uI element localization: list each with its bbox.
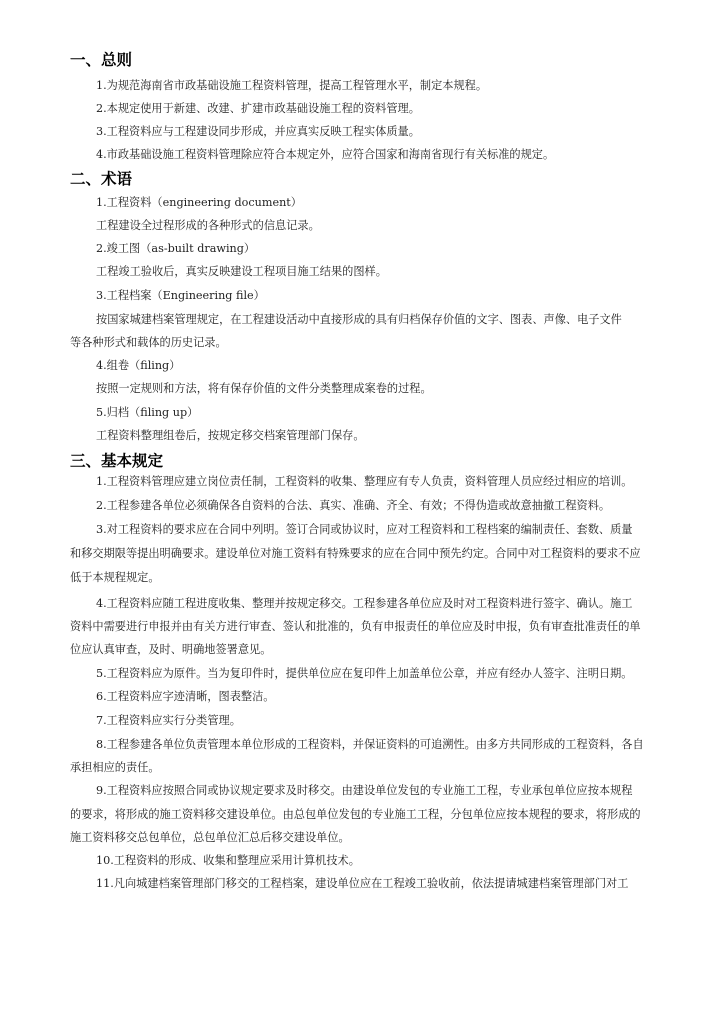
term-definition: 工程建设全过程形成的各种形式的信息记录。: [96, 219, 320, 232]
paragraph-line: 和移交期限等提出明确要求。建设单位对施工资料有特殊要求的应在合同中预先约定。合同中对工程资料的要求不应: [70, 547, 641, 560]
paragraph-line: 8.工程参建各单位负责管理本单位形成的工程资料，并保证资料的可追溯性。由多方共同形成的工程资料，各自: [96, 738, 644, 751]
paragraph-line: 1.工程资料管理应建立岗位责任制，工程资料的收集、整理应有专人负责，资料管理人员应经过相应的培训。: [96, 475, 633, 488]
paragraph-line: 4.工程资料应随工程进度收集、整理并按规定移交。工程参建各单位应及时对工程资料进行签字、确认。施工: [96, 597, 633, 610]
term-title: 5.归档（filing up）: [96, 406, 199, 419]
paragraph-line: 的要求，将形成的施工资料移交建设单位。由总包单位发包的专业施工工程，分包单位应按本规程的要求，将形成的: [70, 808, 641, 821]
paragraph-line: 1.为规范海南省市政基础设施工程资料管理，提高工程管理水平，制定本规程。: [96, 79, 488, 92]
term-definition: 按国家城建档案管理规定，在工程建设活动中直接形成的具有归档保存价值的文字、图表、声像、电子文件: [96, 313, 622, 326]
paragraph-line: 5.工程资料应为原件。当为复印件时，提供单位应在复印件上加盖单位公章，并应有经办人签字、注明日期。: [96, 667, 633, 680]
paragraph-line: 位应认真审查，及时、明确地签署意见。: [70, 643, 272, 656]
term-title: 1.工程资料（engineering document）: [96, 196, 302, 209]
term-definition: 按照一定规则和方法，将有保存价值的文件分类整理成案卷的过程。: [96, 382, 432, 395]
term-title: 2.竣工图（as-built drawing）: [96, 242, 256, 255]
paragraph-line: 11.凡向城建档案管理部门移交的工程档案，建设单位应在工程竣工验收前，依法提请城建档案管理部门对工: [96, 877, 629, 890]
section-heading-general: 一、总则: [70, 51, 133, 69]
paragraph-line: 2.本规定使用于新建、改建、扩建市政基础设施工程的资料管理。: [96, 102, 420, 115]
paragraph-line: 资料中需要进行申报并由有关方进行审查、签认和批准的，负有申报责任的单位应及时申报，负有审查批准责任的单: [70, 620, 641, 633]
section-heading-basic-rules: 三、基本规定: [70, 452, 164, 470]
paragraph-line: 6.工程资料应字迹清晰，图表整洁。: [96, 690, 275, 703]
term-definition: 工程竣工验收后，真实反映建设工程项目施工结果的图样。: [96, 265, 387, 278]
term-title: 3.工程档案（Engineering file）: [96, 289, 265, 302]
paragraph-line: 承担相应的责任。: [70, 761, 160, 774]
term-title: 4.组卷（filing）: [96, 359, 181, 372]
paragraph-line: 3.对工程资料的要求应在合同中列明。签订合同或协议时，应对工程资料和工程档案的编制责任、套数、质量: [96, 523, 633, 536]
paragraph-line: 施工资料移交总包单位，总包单位汇总后移交建设单位。: [70, 831, 350, 844]
term-definition: 等各种形式和载体的历史记录。: [70, 336, 227, 349]
paragraph-line: 低于本规程规定。: [70, 571, 160, 584]
paragraph-line: 4.市政基础设施工程资料管理除应符合本规定外，应符合国家和海南省现行有关标准的规定。: [96, 148, 555, 161]
term-definition: 工程资料整理组卷后，按规定移交档案管理部门保存。: [96, 429, 365, 442]
paragraph-line: 10.工程资料的形成、收集和整理应采用计算机技术。: [96, 854, 360, 867]
paragraph-line: 2.工程参建各单位必须确保各自资料的合法、真实、准确、齐全、有效；不得伪造或故意抽撤工程资料。: [96, 499, 611, 512]
paragraph-line: 9.工程资料应按照合同或协议规定要求及时移交。由建设单位发包的专业施工工程，专业承包单位应按本规程: [96, 784, 633, 797]
paragraph-line: 7.工程资料应实行分类管理。: [96, 714, 241, 727]
paragraph-line: 3.工程资料应与工程建设同步形成，并应真实反映工程实体质量。: [96, 125, 420, 138]
section-heading-terms: 二、术语: [70, 170, 133, 188]
